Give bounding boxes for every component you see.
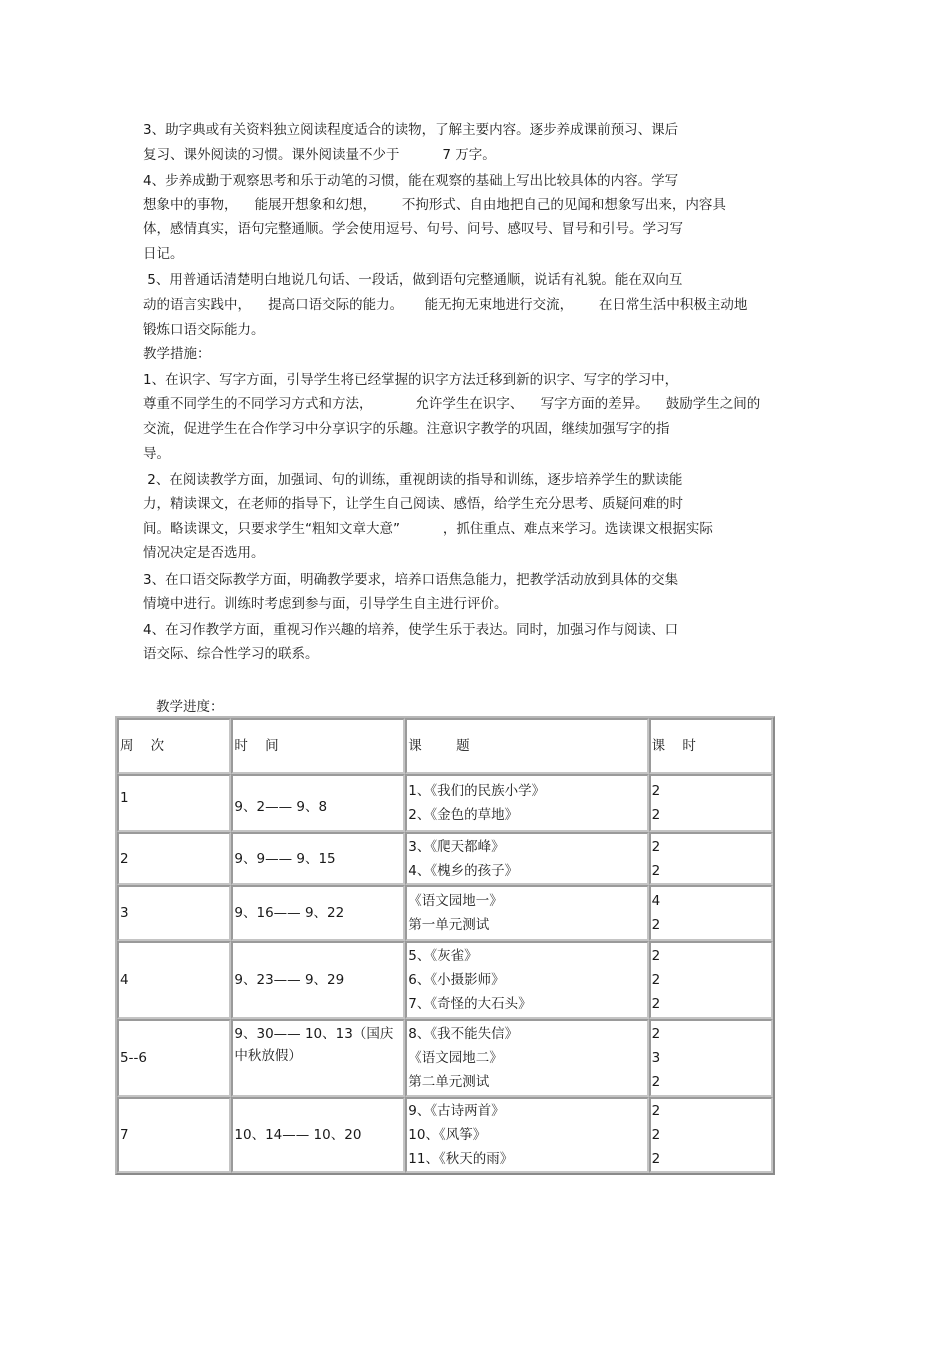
hours-item: 2: [651, 862, 661, 879]
time-cell: 9、9—— 9、15: [231, 832, 405, 885]
lesson-item: 10、《风筝》: [408, 1127, 487, 1143]
time-cell: 9、2—— 9、8: [231, 774, 405, 832]
lesson-item: 2、《金色的草地》: [408, 807, 519, 823]
hours-item: 2: [651, 917, 661, 933]
text-line: 3、助字典或有关资料独立阅读程度适合的读物，了解主要内容。逐步养成课前预习、课后: [143, 122, 679, 138]
table-row: [117, 1019, 773, 1097]
lesson-cell: [405, 1019, 648, 1097]
lesson-item: 7、《奇怪的大石头》: [408, 996, 532, 1012]
hours-cell: [649, 774, 773, 832]
text-line: 5、用普通话清楚明白地说几句话、一段话，做到语句完整通顺，说话有礼貌。能在双向互: [143, 272, 683, 288]
week-cell: 1: [117, 774, 231, 832]
hours-item: 3: [651, 1050, 661, 1066]
table-row: [117, 885, 773, 941]
lesson-item: 3、《爬天都峰》: [408, 838, 505, 855]
text-line: 导。: [143, 446, 170, 462]
lesson-item: 4、《槐乡的孩子》: [408, 862, 519, 879]
time-cell: 9、30—— 10、13（国庆中秋放假）: [231, 1019, 405, 1097]
table-row: [117, 774, 773, 832]
time-cell: 9、23—— 9、29: [231, 941, 405, 1019]
lesson-item: 第一单元测试: [408, 917, 490, 933]
hours-item: 2: [651, 1026, 661, 1042]
text-line: 交流，促进学生在合作学习中分享识字的乐趣。注意识字教学的巩固，继续加强写字的指: [143, 421, 670, 437]
text-line: 2、在阅读教学方面，加强词、句的训练，重视朗读的指导和训练，逐步培养学生的默读能: [143, 472, 683, 488]
text-line: 间。略读课文，只要求学生“粗知文章大意” ，抓住重点、难点来学习。选读课文根据实际: [143, 521, 713, 537]
section-heading: 教学措施：: [143, 346, 211, 362]
table-header-row: [117, 718, 773, 774]
header-week: 周 次: [117, 718, 231, 774]
hours-cell: [649, 941, 773, 1019]
lesson-cell: [405, 1097, 648, 1173]
hours-item: 2: [651, 807, 661, 823]
hours-item: 2: [651, 783, 661, 799]
table-row: [117, 1097, 773, 1173]
text-line: 锻炼口语交际能力。: [143, 322, 265, 338]
text-line: 日记。: [143, 246, 184, 262]
hours-cell: [649, 1097, 773, 1173]
hours-cell: [649, 1019, 773, 1097]
text-line: 语交际、综合性学习的联系。: [143, 646, 319, 662]
text-line: 动的语言实践中， 提高口语交际的能力。 能无拘无束地进行交流， 在日常生活中积极主动地: [143, 297, 748, 313]
week-cell: 3: [117, 885, 231, 941]
lesson-item: 8、《我不能失信》: [408, 1026, 519, 1042]
lesson-item: 1、《我们的民族小学》: [408, 783, 546, 799]
time-cell: 9、16—— 9、22: [231, 885, 405, 941]
hours-cell: [649, 832, 773, 885]
text-line: 情境中进行。训练时考虑到参与面，引导学生自主进行评价。: [143, 596, 508, 612]
lesson-cell: [405, 941, 648, 1019]
hours-item: 2: [651, 972, 661, 988]
hours-item: 2: [651, 838, 661, 855]
lesson-cell: [405, 832, 648, 885]
lesson-item: 9、《古诗两首》: [408, 1103, 505, 1119]
hours-item: 2: [651, 1127, 661, 1143]
text-line: 力，精读课文，在老师的指导下，让学生自己阅读、感悟，给学生充分思考、质疑问难的时: [143, 496, 683, 512]
hours-item: 2: [651, 996, 661, 1012]
text-line: 想象中的事物， 能展开想象和幻想， 不拘形式、自由地把自己的见闻和想象写出来，内容具: [143, 197, 726, 213]
header-time: 时 间: [231, 718, 405, 774]
hours-item: 4: [651, 893, 661, 909]
text-line: 尊重不同学生的不同学习方式和方法， 允许学生在识字、 写字方面的差异。 鼓励学生之间的: [143, 396, 761, 412]
time-cell: 10、14—— 10、20: [231, 1097, 405, 1173]
text-line: 体，感情真实，语句完整通顺。学会使用逗号、句号、问号、感叹号、冒号和引号。学习写: [143, 221, 683, 237]
header-lesson: 课 题: [405, 718, 648, 774]
text-line: 1、在识字、写字方面，引导学生将已经掌握的识字方法迁移到新的识字、写字的学习中，: [143, 372, 679, 388]
hours-item: 2: [651, 1151, 661, 1167]
lesson-item: 6、《小摄影师》: [408, 972, 505, 988]
lesson-cell: [405, 885, 648, 941]
header-hours: 课 时: [649, 718, 773, 774]
hours-item: 2: [651, 1103, 661, 1119]
week-cell: 5--6: [117, 1019, 231, 1097]
lesson-item: 《语文园地一》: [408, 893, 503, 909]
text-line: 复习、课外阅读的习惯。课外阅读量不少于 7 万字。: [143, 147, 496, 163]
hours-item: 2: [651, 1074, 661, 1090]
week-cell: 4: [117, 941, 231, 1019]
lesson-item: 11、《秋天的雨》: [408, 1151, 514, 1167]
text-line: 4、步养成勤于观察思考和乐于动笔的习惯，能在观察的基础上写出比较具体的内容。学写: [143, 173, 679, 189]
lesson-item: 5、《灰雀》: [408, 948, 478, 964]
lesson-cell: [405, 774, 648, 832]
lesson-item: 《语文园地二》: [408, 1050, 503, 1066]
text-line: 情况决定是否选用。: [143, 545, 265, 561]
table-row: [117, 941, 773, 1019]
hours-cell: [649, 885, 773, 941]
week-cell: 7: [117, 1097, 231, 1173]
text-line: 3、在口语交际教学方面，明确教学要求，培养口语焦急能力，把教学活动放到具体的交集: [143, 572, 679, 588]
schedule-table: [115, 716, 775, 1175]
week-cell: 2: [117, 832, 231, 885]
schedule-label: 教学进度：: [156, 699, 224, 715]
hours-item: 2: [651, 948, 661, 964]
table-row: [117, 832, 773, 885]
text-line: 4、在习作教学方面，重视习作兴趣的培养，使学生乐于表达。同时，加强习作与阅读、口: [143, 622, 679, 638]
lesson-item: 第二单元测试: [408, 1074, 490, 1090]
